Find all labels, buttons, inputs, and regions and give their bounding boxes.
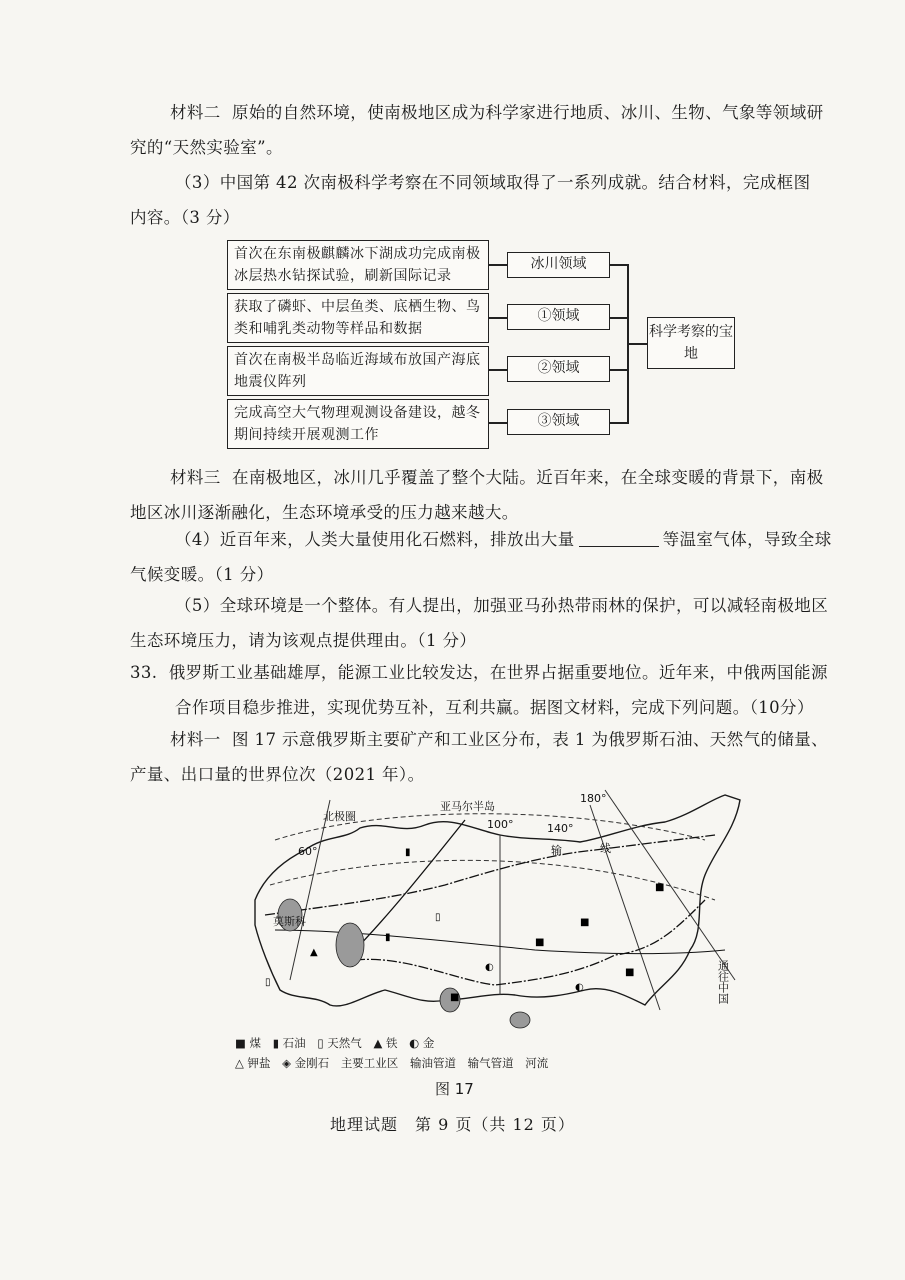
q4-answer-blank[interactable] [579,528,659,547]
svg-text:◐: ◐ [575,982,584,993]
material2-line1: 原始的自然环境，使南极地区成为科学家进行地质、冰川、生物、气象等领域研 [232,103,824,122]
material3-lead: 材料三 [170,468,221,487]
q3-line2: 内容。（3 分） [130,208,240,227]
svg-text:■: ■ [580,917,590,928]
label-lon60: 60° [298,845,318,858]
material2-paragraph [130,95,830,165]
label-arctic: 北极圈 [323,810,356,823]
svg-text:▯: ▯ [265,977,271,988]
label-yamal: 亚马尔半岛 [440,800,495,813]
q5-line1: （5）全球环境是一个整体。有人提出，加强亚马孙热带雨林的保护，可以减轻南极地区 [175,596,829,615]
svg-text:▮: ▮ [405,847,411,858]
legend-industrial-area: 主要工业区 [340,1056,399,1070]
framework-item-3-text: 首次在南极半岛临近海域布放国产海底地震仪阵列 [227,346,489,396]
question-4 [130,522,835,592]
legend-gas: ▯ 天然气 [317,1036,362,1050]
q33-line2: 合作项目稳步推进，实现优势互补，互利共赢。据图文材料，完成下列问题。（10分） [175,698,814,717]
label-lon100: 100° [487,818,514,831]
legend-oil-pipeline: 输油管道 [409,1056,456,1070]
material3-paragraph [130,460,830,530]
framework-center-box: 科学考察的宝地 [647,317,735,369]
q5-line2: 生态环境压力，请为该观点提供理由。（1 分） [130,631,477,650]
q4-after: 等温室气体，导致全球 [662,530,832,549]
legend-river: 河流 [525,1056,549,1070]
material2-line2: 究的“天然实验室”。 [130,138,283,157]
svg-text:■: ■ [655,882,665,893]
svg-text:◐: ◐ [485,962,494,973]
legend-diamond: ◈ 金刚石 [282,1056,330,1070]
question-5 [130,588,835,658]
field-box-1: ①领域 [507,304,610,330]
material3-line1: 在南极地区，冰川几乎覆盖了整个大陆。近百年来，在全球变暖的背景下，南极 [232,468,824,487]
q33-number: 33. [130,663,158,682]
q3-line1: （3）中国第 42 次南极科学考察在不同领域取得了一系列成就。结合材料，完成框图 [175,173,811,192]
label-pipeline-shu: 输 [551,844,562,857]
material1-line2: 产量、出口量的世界位次（2021 年）。 [130,765,425,784]
legend-potash: △ 钾盐 [235,1056,271,1070]
label-lon140: 140° [547,822,574,835]
figure-caption: 图 17 [435,1080,474,1098]
material3-line2: 地区冰川逐渐融化，生态环境承受的压力越来越大。 [130,503,519,522]
svg-text:■: ■ [535,937,545,948]
framework-item-2-text: 获取了磷虾、中层鱼类、底栖生物、鸟类和哺乳类动物等样品和数据 [227,293,489,343]
legend-coal: ■ 煤 [235,1036,262,1050]
question-3 [130,165,835,235]
legend-gas-pipeline: 输气管道 [467,1056,514,1070]
framework-item-4-text: 完成高空大气物理观测设备建设，越冬期间持续开展观测工作 [227,399,489,449]
label-moscow: 莫斯科 [273,915,306,928]
svg-text:■: ■ [450,992,460,1003]
russia-resource-map [235,780,755,1035]
legend-oil: ▮ 石油 [272,1036,306,1050]
legend-gold: ◐ 金 [409,1036,435,1050]
material1-lead: 材料一 [170,730,221,749]
framework-item-1-text: 首次在东南极麒麟冰下湖成功完成南极冰层热水钻探试验，刷新国际记录 [227,240,489,290]
label-lon180: 180° [580,792,607,805]
label-pipeline-xian: 线 [600,842,611,855]
material1-line1: 图 17 示意俄罗斯主要矿产和工业区分布，表 1 为俄罗斯石油、天然气的储量、 [232,730,829,749]
q4-before: （4）近百年来，人类大量使用化石燃料，排放出大量 [175,530,575,549]
legend-iron: ▲ 铁 [373,1036,398,1050]
svg-text:▲: ▲ [310,947,318,958]
question-33 [130,655,850,725]
label-to-china: 通往中国 [716,960,730,1004]
field-box-3: ③领域 [507,409,610,435]
q4-line2: 气候变暖。（1 分） [130,565,274,584]
svg-text:▮: ▮ [385,932,391,943]
svg-text:▯: ▯ [435,912,441,923]
svg-text:■: ■ [625,967,635,978]
q33-line1: 俄罗斯工业基础雄厚，能源工业比较发达，在世界占据重要地位。近年来，中俄两国能源 [168,663,828,682]
field-box-2: ②领域 [507,356,610,382]
field-box-glacier: 冰川领域 [507,252,610,278]
page-footer: 地理试题 第 9 页（共 12 页） [330,1115,575,1134]
map-legend [235,1033,556,1073]
material2-lead: 材料二 [170,103,221,122]
